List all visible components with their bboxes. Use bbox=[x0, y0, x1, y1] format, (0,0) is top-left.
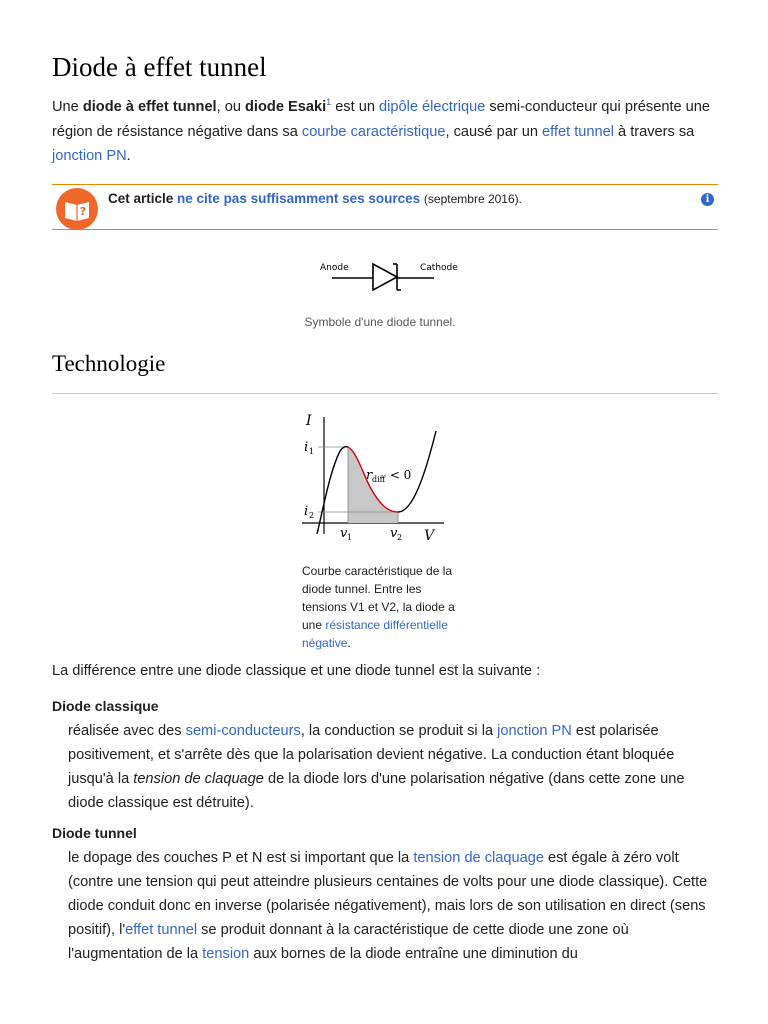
link-tension[interactable]: tension bbox=[202, 946, 250, 962]
definition-diode-classique: réalisée avec des semi-conducteurs, la conduction se produit si la jonction PN est polarisée positivement, et s'arrête dès que la polarisation devient négative. La conduction étant bloquée jusqu'à la tension de claquage de la diode lors d'une polarisation négative (dans cette zone une diode classique est détruite). bbox=[68, 723, 685, 811]
y-axis-label: I bbox=[306, 413, 312, 429]
x-axis-label: V bbox=[424, 528, 435, 544]
v2-label: v bbox=[390, 526, 398, 541]
link-effet-tunnel-2[interactable]: effet tunnel bbox=[125, 922, 198, 938]
info-icon[interactable]: i bbox=[701, 193, 714, 206]
rdiff-relation: < 0 bbox=[386, 468, 412, 482]
link-sources[interactable]: ne cite pas suffisamment ses sources bbox=[177, 191, 421, 206]
i1-label: i bbox=[304, 440, 309, 455]
i2-sub: 2 bbox=[309, 511, 315, 520]
symbol-caption: Symbole d'une diode tunnel. bbox=[304, 315, 456, 329]
v1-label: v bbox=[340, 526, 348, 541]
link-resistance-differentielle[interactable]: résistance différentielle négative bbox=[302, 618, 448, 650]
bold-term-esaki: diode Esaki bbox=[245, 99, 327, 115]
rdiff-sub: diff bbox=[372, 475, 386, 484]
anode-label: Anode bbox=[320, 263, 349, 273]
page-title: Diode à effet tunnel bbox=[52, 52, 267, 82]
iv-curve-figure bbox=[284, 409, 446, 545]
link-courbe[interactable]: courbe caractéristique bbox=[301, 123, 446, 140]
i2-label: i bbox=[304, 504, 309, 519]
iv-caption: Courbe caractéristique de la diode tunnel. Entre les tensions V1 et V2, la diode a une résistance différentielle négative. bbox=[302, 564, 455, 650]
v1-sub: 1 bbox=[347, 533, 353, 542]
warning-text: Cet article ne cite pas suffisamment ses sources (septembre 2016). bbox=[108, 191, 522, 206]
bold-term-tunnel: diode à effet tunnel bbox=[82, 99, 217, 115]
reference-link[interactable]: 1 bbox=[326, 97, 332, 108]
book-question-icon bbox=[56, 188, 98, 230]
svg-text:?: ? bbox=[79, 205, 87, 218]
section-divider bbox=[52, 393, 718, 394]
v2-sub: 2 bbox=[397, 533, 403, 542]
lead-paragraph: Une diode à effet tunnel, ou diode Esaki$^1$ est un dipôle électrique semi-conducteur qui présente une région de résistance négative dans sa courbe caractéristique, causé par un effet tunnel à travers sa jonction PN. bbox=[52, 97, 711, 164]
link-dipole[interactable]: dipôle électrique bbox=[379, 99, 486, 115]
sources-warning-box bbox=[52, 184, 718, 230]
link-jonction-pn[interactable]: jonction PN bbox=[52, 148, 127, 164]
term-diode-tunnel: Diode tunnel bbox=[52, 825, 137, 841]
link-tension-claquage[interactable]: tension de claquage bbox=[413, 850, 544, 866]
rdiff-label: r bbox=[366, 468, 373, 483]
link-jonction-pn-2[interactable]: jonction PN bbox=[497, 723, 572, 739]
definition-diode-tunnel: le dopage des couches P et N est si important que la tension de claquage est égale à zéro volt (contre une tension qui peut atteindre plusieurs centaines de volts pour une diode classique). Cette diode conduit donc en inverse (polarisée négativement), mais lors de son utilisation en direct (sens positif), l'effet tunnel se produit donnant à la caractéristique de cette diode une zone où l'augmentation de la tension aux bornes de la diode entraîne une diminution du bbox=[68, 850, 708, 962]
cathode-label: Cathode bbox=[420, 263, 458, 273]
section-title-technologie: Technologie bbox=[52, 351, 166, 376]
link-effet-tunnel[interactable]: effet tunnel bbox=[542, 123, 614, 140]
difference-paragraph: La différence entre une diode classique et une diode tunnel est la suivante : bbox=[52, 663, 541, 679]
link-semi-conducteurs[interactable]: semi-conducteurs bbox=[185, 723, 301, 739]
diode-symbol bbox=[318, 256, 458, 296]
i1-sub: 1 bbox=[309, 447, 315, 456]
term-diode-classique: Diode classique bbox=[52, 698, 159, 714]
